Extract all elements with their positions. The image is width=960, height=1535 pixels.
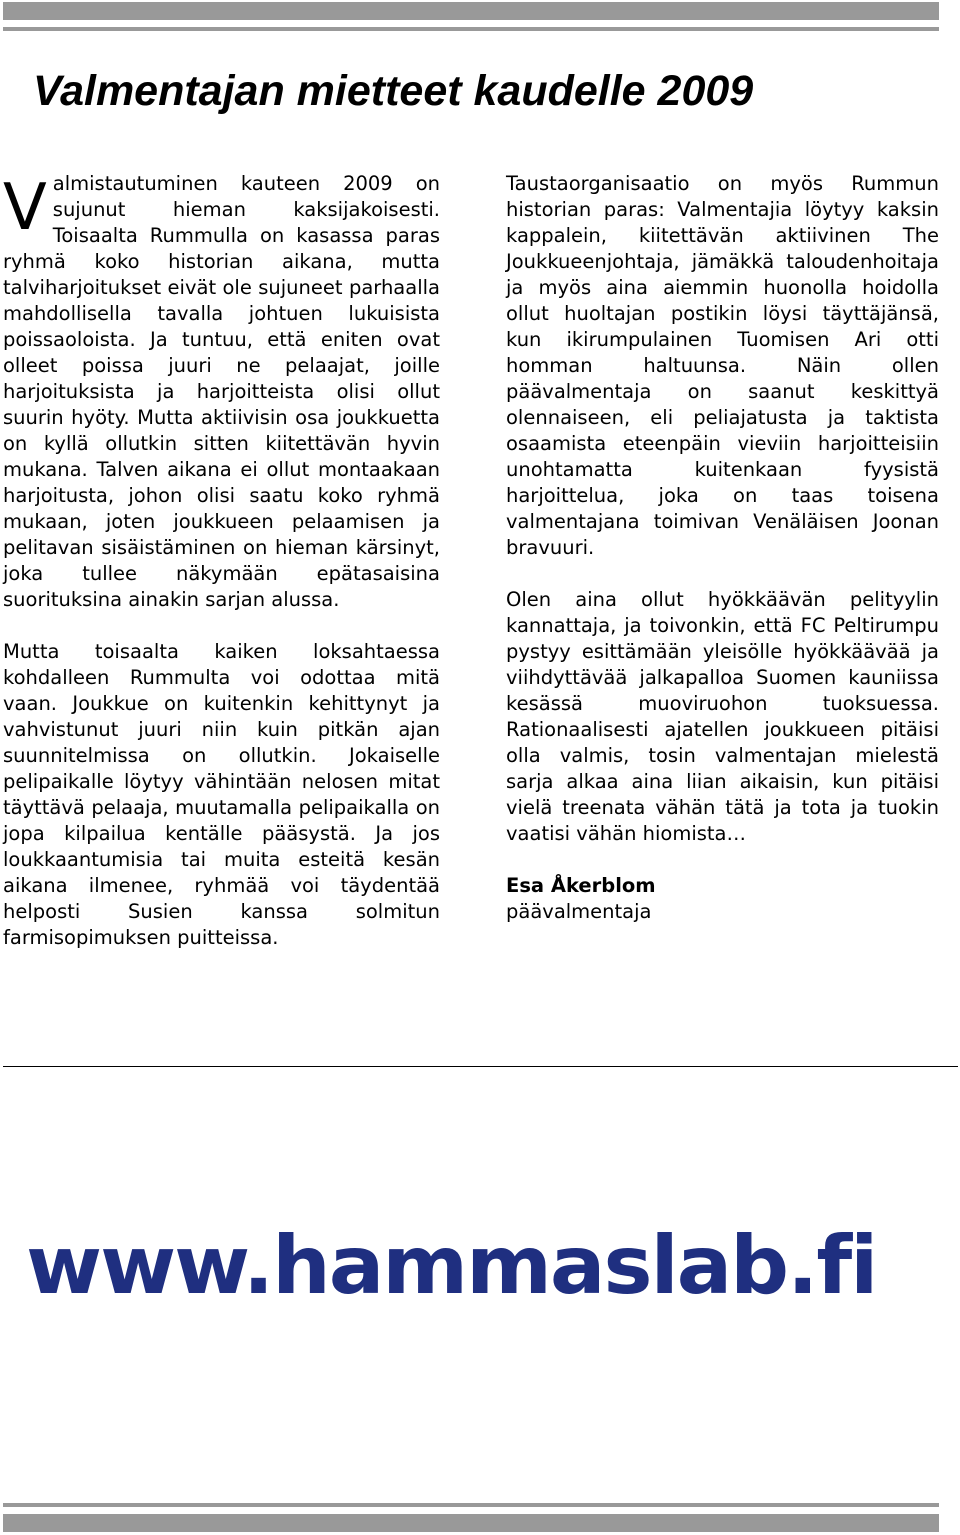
divider (3, 1066, 958, 1067)
article-title: Valmentajan mietteet kaudelle 2009 (33, 67, 754, 115)
author-role: päävalmentaja (506, 900, 652, 923)
left-column (3, 171, 440, 951)
advert-logo[interactable]: www.hammaslab.fi (26, 1219, 877, 1312)
paragraph: Mutta toisaalta kaiken loksahtaessa kohdalleen Rummulta voi odottaa mitä vaan. Joukkue on kuitenkin kehittynyt ja vahvistunut juuri niin kuin pitkän ajan suunnitelmissa on ollutkin. Jokaiselle pelipaikalle löytyy vähintään nelosen mitat täyttävä pelaaja, muutamalla pelipaikalla on jopa kilpailua kentälle pääsystä. Ja jos loukkaantumisia tai muita esteitä kesän aikana ilmenee, ryhmää voi täydentää helposti Susien kanssa solmitun farmisopimuksen puitteissa. (3, 640, 440, 949)
paragraph-text: almistautuminen kauteen 2009 on sujunut hieman kaksijakoisesti. Toisaalta Rummulla on kasassa paras ryhmä koko historian aikana, mutta talviharjoitukset eivät ole sujuneet parhaalla mahdollisella tavalla johtuen lukuisista poissaoloista. Ja tuntuu, että eniten ovat olleet poissa juuri ne pelaajat, joille harjoituksista ja harjoitteista olisi ollut suurin hyöty. Mutta aktiivisin osa joukkuetta on kyllä ollutkin sitten kiitettävän hyvin mukana. Talven aikana ei ollut montaakaan harjoitusta, johon olisi saatu koko ryhmä mukaan, joten joukkueen pelaamisen ja pelitavan sisäistäminen on hieman kärsinyt, joka tullee näkymään epätasaisina suorituksina ainakin sarjan alussa. (3, 172, 440, 611)
top-bar-thin (3, 27, 939, 31)
signature (506, 873, 939, 925)
paragraph: Taustaorganisaatio on myös Rummun historian paras: Valmentajia löytyy kaksin kappalein, kiitettävän aktiivinen The Joukkueenjohtaja, jämäkkä taloudenhoitaja ja myös aina aiemmin huonolla hoidolla ollut huoltajan postikin löysi täyttäjänsä, kun ikirumpulainen Tuomisen Ari otti homman haltuunsa. Näin ollen päävalmentaja on saanut keskittyä olennaiseen, eli peliajatusta ja taktista osaamista eteenpäin vieviin harjoitteisiin unohtamatta kuitenkaan fyysistä harjoittelua, joka on taas toisena valmentajana toimivan Venäläisen Joonan bravuuri. (506, 172, 939, 559)
top-bar (3, 2, 939, 20)
bottom-bar (3, 1514, 939, 1532)
author-name: Esa Åkerblom (506, 874, 656, 897)
bottom-bar-thin (3, 1503, 939, 1507)
paragraph (3, 171, 440, 613)
drop-cap: V (3, 171, 47, 245)
right-column (506, 171, 939, 925)
paragraph: Olen aina ollut hyökkäävän pelityylin kannattaja, ja toivonkin, että FC Peltirumpu pystyy esittämään yleisölle hyökkäävää ja viihdyttävää jalkapalloa Suomen kauniissa kesässä muoviruohon tuoksuessa. Rationaalisesti ajatellen joukkueen pitäisi olla valmis, tosin valmentajan mielestä sarja alkaa aina liian aikaisin, kun pitäisi vielä treenata vähän tätä ja tota ja tuokin vaatisi vähän hiomista… (506, 588, 939, 845)
